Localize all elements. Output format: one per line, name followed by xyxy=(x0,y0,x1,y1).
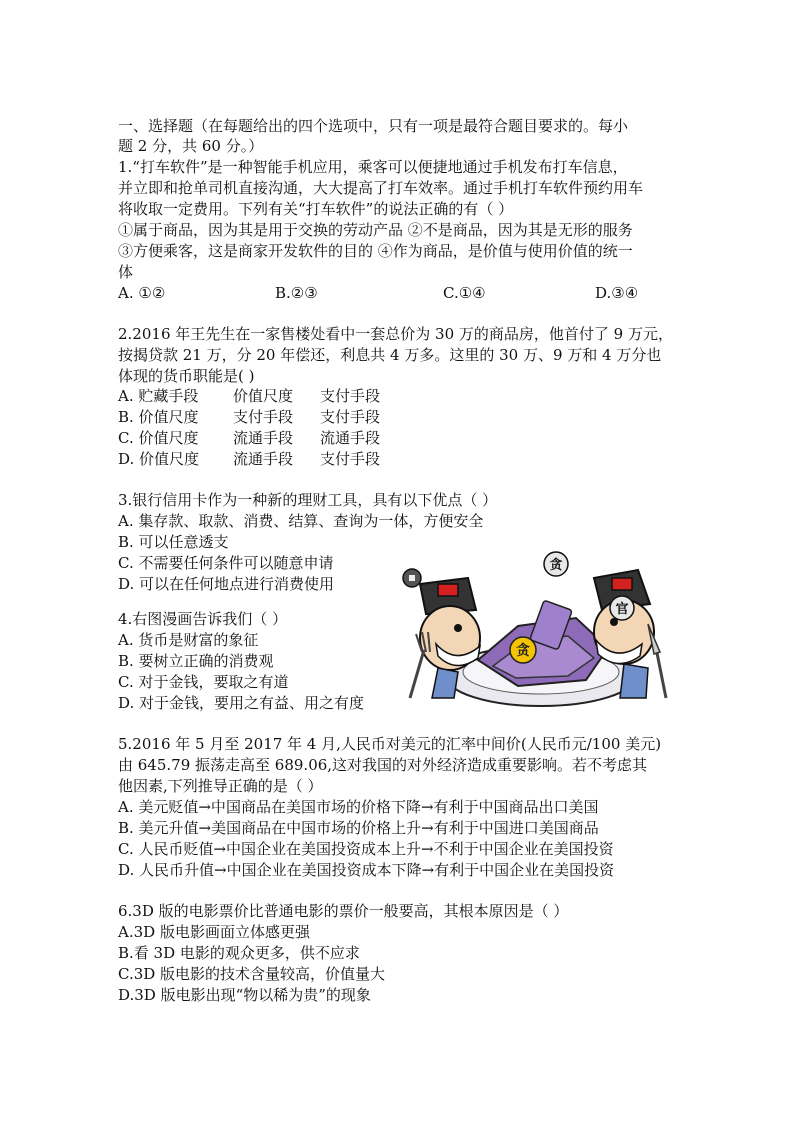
q4-option-a: A. 货币是财富的象征 xyxy=(118,631,259,649)
q2-option-b-col2: 支付手段 xyxy=(233,408,294,426)
official-badge-label: 官 xyxy=(615,602,629,617)
q2-option-d-col2: 流通手段 xyxy=(233,450,294,468)
q1-option-d: D.③④ xyxy=(595,284,639,302)
section-heading-cont: 题 2 分，共 60 分。） xyxy=(118,137,264,155)
q4-stem: 4.右图漫画告诉我们（ ） xyxy=(118,610,288,628)
q1-statement-line: ①属于商品，因为其是用于交换的劳动产品 ②不是商品，因为其是无形的服务 xyxy=(118,221,633,239)
right-hat-badge xyxy=(612,578,632,590)
coin-hole xyxy=(409,575,415,581)
q6-stem: 6.3D 版的电影票价比普通电影的票价一般要高，其根本原因是（ ） xyxy=(118,902,569,920)
q2-option-c-col2: 流通手段 xyxy=(233,429,294,447)
q2-option-a-col3: 支付手段 xyxy=(320,387,381,405)
q2-stem-line: 按揭贷款 21 万，分 20 年偿还，利息共 4 万多。这里的 30 万、9 万和 4 万分也 xyxy=(118,346,662,364)
q3-option-d: D. 可以在任何地点进行消费使用 xyxy=(118,575,335,593)
q5-stem-line: 5.2016 年 5 月至 2017 年 4 月,人民币对美元的汇率中间价(人民币元/100 美元) xyxy=(118,735,662,753)
q1-stem-line: 1.“打车软件”是一种智能手机应用，乘客可以便捷地通过手机发布打车信息， xyxy=(118,158,628,176)
left-hat-badge xyxy=(438,584,458,596)
q4-option-b: B. 要树立正确的消费观 xyxy=(118,652,274,670)
right-knife-handle xyxy=(656,648,666,698)
q3-option-b: B. 可以任意透支 xyxy=(118,533,229,551)
q5-option-d: D. 人民币升值→中国企业在美国投资成本下降→有利于中国企业在美国投资 xyxy=(118,861,615,879)
q2-option-b-col1: B. 价值尺度 xyxy=(118,408,199,426)
q2-option-a xyxy=(118,386,678,406)
q2-stem-line: 体现的货币职能是( ) xyxy=(118,367,255,385)
q5-option-b: B. 美元升值→美国商品在中国市场的价格上升→有利于中国进口美国商品 xyxy=(118,819,599,837)
q4-option-c: C. 对于金钱，要取之有道 xyxy=(118,673,289,691)
q5-option-c: C. 人民币贬值→中国企业在美国投资成本上升→不利于中国企业在美国投资 xyxy=(118,840,614,858)
q1-option-a: A. ①② xyxy=(118,284,166,302)
q1-stem-line: 将收取一定费用。下列有关“打车软件”的说法正确的有（ ） xyxy=(118,200,514,218)
q2-option-c xyxy=(118,428,678,448)
greed-badge-label: 贪 xyxy=(549,558,563,573)
q5-option-a: A. 美元贬值→中国商品在美国市场的价格下降→有利于中国商品出口美国 xyxy=(118,798,599,816)
q2-option-d xyxy=(118,449,678,469)
q2-option-c-col1: C. 价值尺度 xyxy=(118,429,199,447)
q2-option-a-col1: A. 贮藏手段 xyxy=(118,387,199,405)
q1-stem-line: 并立即和抢单司机直接沟通，大大提高了打车效率。通过手机打车软件预约用车 xyxy=(118,179,644,197)
q2-option-a-col2: 价值尺度 xyxy=(233,387,294,405)
q2-option-d-col1: D. 价值尺度 xyxy=(118,450,200,468)
greedy-officials-cartoon xyxy=(398,548,678,718)
q1-statement-line: ③方便乘客，这是商家开发软件的目的 ④作为商品，是价值与使用价值的统一 xyxy=(118,242,633,260)
left-official-sleeve xyxy=(432,668,458,698)
q1-option-b: B.②③ xyxy=(275,284,318,302)
q6-option-c: C.3D 版电影的技术含量较高，价值量大 xyxy=(118,965,386,983)
q2-option-b xyxy=(118,407,678,427)
right-official-sleeve xyxy=(620,664,648,698)
q1-options xyxy=(118,283,678,303)
q1-statement-line: 体 xyxy=(118,263,134,281)
q6-option-a: A.3D 版电影画面立体感更强 xyxy=(118,923,310,941)
q5-stem-line: 由 645.79 振荡走高至 689.06,这对我国的对外经济造成重要影响。若不考虑其 xyxy=(118,756,648,774)
greed-sign-label: 贪 xyxy=(516,643,530,659)
q2-stem-line: 2.2016 年王先生在一家售楼处看中一套总价为 30 万的商品房，他首付了 9 万元， xyxy=(118,325,673,343)
q4-option-d: D. 对于金钱，要用之有益、用之有度 xyxy=(118,694,365,712)
section-heading: 一、选择题（在每题给出的四个选项中，只有一项是最符合题目要求的。每小 xyxy=(118,117,629,135)
q3-option-c: C. 不需要任何条件可以随意申请 xyxy=(118,554,334,572)
q2-option-c-col3: 流通手段 xyxy=(320,429,381,447)
q3-option-a: A. 集存款、取款、消费、结算、查询为一体，方便安全 xyxy=(118,512,484,530)
left-official-eye xyxy=(454,624,462,632)
left-fork-handle xyxy=(410,650,424,698)
q6-option-b: B.看 3D 电影的观众更多，供不应求 xyxy=(118,944,360,962)
q6-option-d: D.3D 版电影出现“物以稀为贵”的现象 xyxy=(118,986,371,1004)
q5-stem-line: 他因素,下列推导正确的是（ ） xyxy=(118,777,323,795)
q2-option-d-col3: 支付手段 xyxy=(320,450,381,468)
q3-stem: 3.银行信用卡作为一种新的理财工具，具有以下优点（ ） xyxy=(118,491,498,509)
q2-option-b-col3: 支付手段 xyxy=(320,408,381,426)
q1-option-c: C.①④ xyxy=(443,284,486,302)
